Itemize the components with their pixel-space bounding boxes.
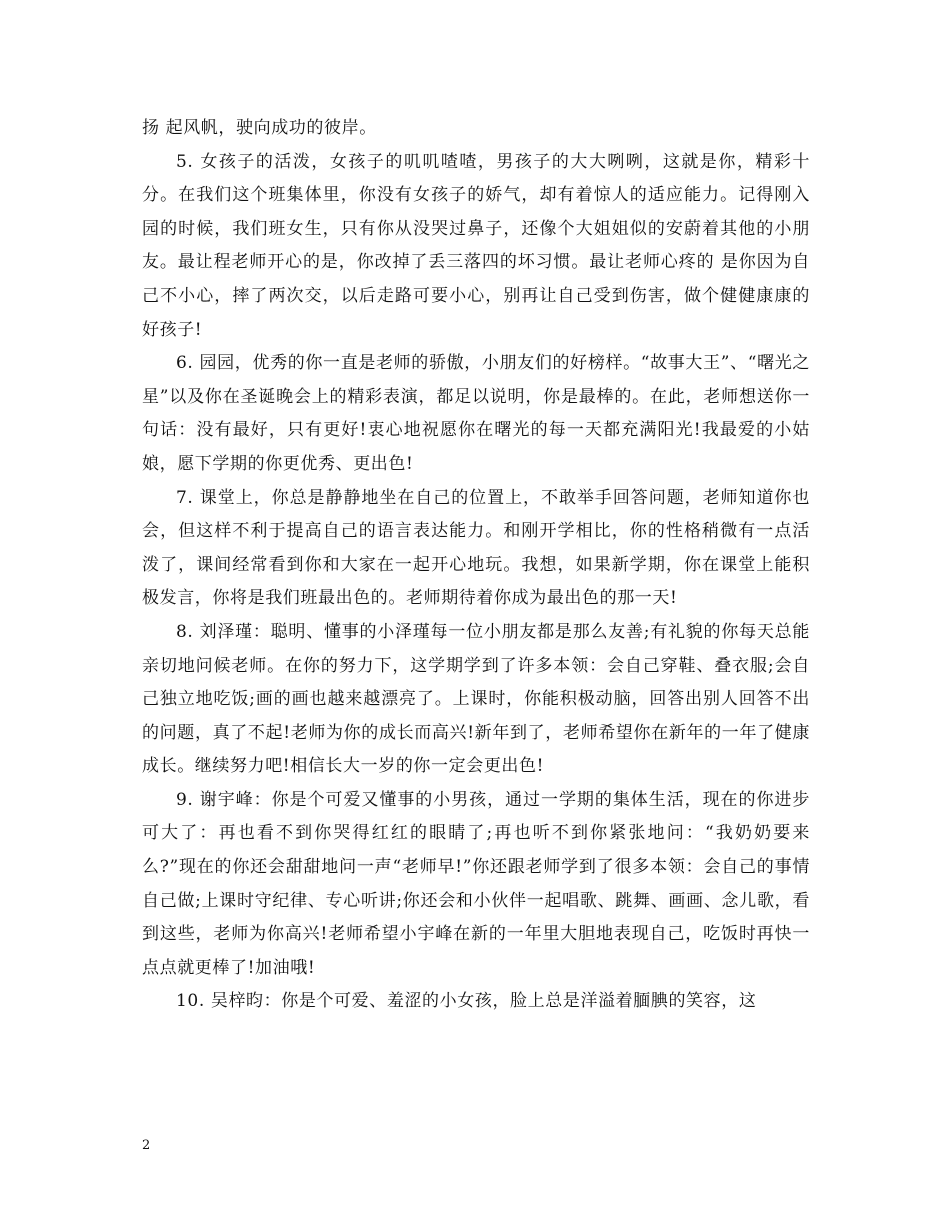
paragraph-item-6: 6. 园园，优秀的你一直是老师的骄傲，小朋友们的好榜样。“故事大王”、“曙光之星”以及你在圣诞晚会上的精彩表演，都足以说明，你是最棒的。在此，老师想送你一句话：没有最好，只有更好!衷心地祝愿你在曙光的每一天都充满阳光!我最爱的小姑娘，愿下学期的你更优秀、更出色! xyxy=(142,353,810,474)
page-number: 2 xyxy=(142,1138,151,1153)
paragraph-item-10: 10. 吴梓昀：你是个可爱、羞涩的小女孩，脸上总是洋溢着腼腆的笑容，这 xyxy=(176,991,757,1012)
paragraph-item-8: 8. 刘泽瑾：聪明、懂事的小泽瑾每一位小朋友都是那么友善;有礼貌的你每天总能亲切地问候老师。在你的努力下，这学期学到了许多本领：会自己穿鞋、叠衣服;会自己独立地吃饭;画的画也越来越漂亮了。上课时，你能积极动脑，回答出别人回答不出的问题，真了不起!老师为你的成长而高兴!新年到了，老师希望你在新年的一年了健康成长。继续努力吧!相信长大一岁的你一定会更出色! xyxy=(142,621,810,777)
paragraph-item-5: 5. 女孩子的活泼，女孩子的叽叽喳喳，男孩子的大大咧咧，这就是你，精彩十分。在我们这个班集体里，你没有女孩子的娇气，却有着惊人的适应能力。记得刚入园的时候，我们班女生，只有你从没哭过鼻子，还像个大姐姐似的安蔚着其他的小朋友。最让程老师开心的是，你改掉了丢三落四的坏习惯。最让老师心疼的 是你因为自己不小心，摔了两次交，以后走路可要小心，别再让自己受到伤害，做个健健康康的好孩子! xyxy=(142,151,810,340)
paragraph-item-7: 7. 课堂上，你总是静静地坐在自己的位置上，不敢举手回答问题，老师知道你也会，但这样不利于提高自己的语言表达能力。和刚开学相比，你的性格稍微有一点活泼了，课间经常看到你和大家在一起开心地玩。我想，如果新学期，你在课堂上能积极发言，你将是我们班最出色的。老师期待着你成为最出色的那一天! xyxy=(142,487,810,609)
document-body xyxy=(142,112,810,1019)
paragraph-continuation: 扬 起风帆，驶向成功的彼岸。 xyxy=(142,118,377,138)
paragraph-item-9: 9. 谢宇峰：你是个可爱又懂事的小男孩，通过一学期的集体生活，现在的你进步可大了：再也看不到你哭得红红的眼睛了;再也听不到你紧张地问：“我奶奶要来么?”现在的你还会甜甜地问一声“老师早!”你还跟老师学到了很多本领：会自己的事情自己做;上课时守纪律、专心听讲;你还会和小伙伴一起唱歌、跳舞、画画、念儿歌，看到这些，老师为你高兴!老师希望小宇峰在新的一年里大胆地表现自己，吃饭时再快一点点就更棒了!加油哦! xyxy=(142,789,810,978)
